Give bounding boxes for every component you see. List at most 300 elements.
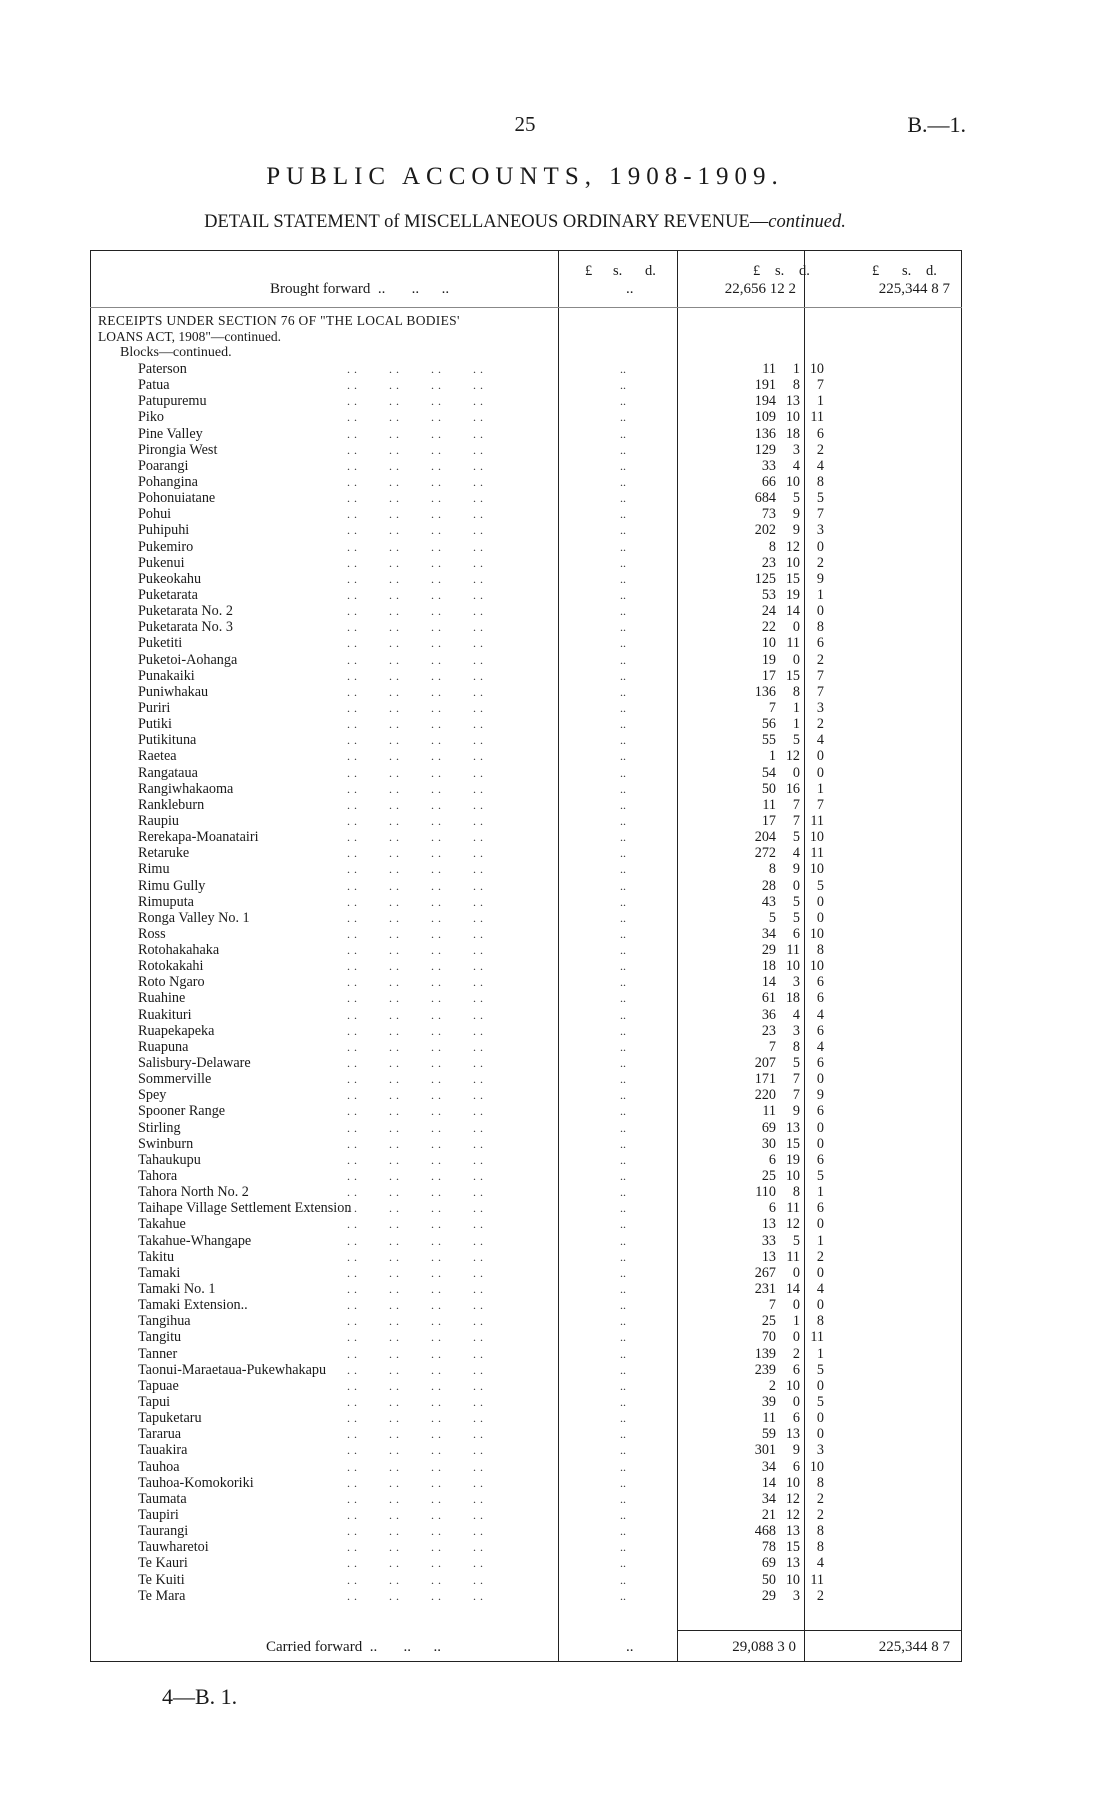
- row-leader-dots: ..: [620, 862, 626, 877]
- table-row: [90, 377, 962, 393]
- row-leader-dots: ..: [620, 458, 626, 473]
- row-leader-dots: ..: [620, 717, 626, 732]
- row-pence: 0: [816, 1410, 824, 1427]
- row-name: Tauakira: [138, 1442, 188, 1459]
- col2-pence: d.: [799, 263, 810, 279]
- row-name: Rerekapa-Moanatairi: [138, 829, 259, 846]
- row-pence: 1: [816, 1345, 824, 1362]
- row-shillings: 4: [792, 845, 800, 862]
- table-row: [90, 942, 962, 958]
- table-row: [90, 1313, 962, 1329]
- row-leader-dots: ..: [620, 943, 626, 958]
- table-row: [90, 1120, 962, 1136]
- row-leader-dots: ..: [620, 1556, 626, 1571]
- row-pence: 10: [809, 861, 824, 878]
- row-shillings: 13: [785, 393, 800, 410]
- row-leader-dots: ..: [620, 1411, 626, 1426]
- brought-forward-text: Brought forward: [270, 281, 371, 297]
- row-pounds: 13: [761, 1248, 776, 1265]
- row-name: Tahaukupu: [138, 1151, 201, 1168]
- row-leader-dots: ..: [620, 410, 626, 425]
- row-pence: 2: [816, 716, 824, 733]
- row-name: Taonui-Maraetaua-Pukewhakapu: [138, 1361, 327, 1378]
- row-leader-dots: ..: [620, 362, 626, 376]
- row-shillings: 15: [785, 570, 800, 587]
- row-name: Tararua: [138, 1426, 182, 1443]
- row-leader-dots: .. .. .. ..: [347, 1201, 487, 1216]
- row-name: Puketiti: [138, 635, 183, 652]
- row-leader-dots: ..: [620, 1378, 626, 1393]
- table-row: [90, 1459, 962, 1475]
- row-pence: 1: [816, 780, 824, 797]
- row-pence: 6: [816, 1200, 824, 1217]
- table-row: [90, 700, 962, 716]
- row-name: Tahora North No. 2: [138, 1184, 249, 1201]
- row-shillings: 0: [792, 877, 800, 894]
- row-name: Tamaki Extension..: [138, 1297, 248, 1314]
- row-leader-dots: ..: [620, 1233, 626, 1248]
- table-row: [90, 1071, 962, 1087]
- row-name: Taumata: [138, 1490, 187, 1507]
- row-pence: 2: [816, 1248, 824, 1265]
- row-name: Pohui: [138, 506, 172, 523]
- row-pence: 6: [816, 1022, 824, 1039]
- row-pounds: 25: [761, 1168, 776, 1185]
- row-name: Tauhoa: [138, 1458, 180, 1475]
- row-pounds: 7: [768, 1038, 776, 1055]
- row-pounds: 8: [768, 538, 776, 555]
- row-name: Ross: [138, 925, 166, 942]
- table-row: [90, 894, 962, 910]
- row-shillings: 5: [792, 490, 800, 507]
- table-row: [90, 716, 962, 732]
- table-row: [90, 926, 962, 942]
- row-shillings: 5: [792, 909, 800, 926]
- row-shillings: 0: [792, 1329, 800, 1346]
- row-leader-dots: .. .. .. ..: [347, 507, 487, 522]
- row-leader-dots: ..: [620, 620, 626, 635]
- table-row: [90, 587, 962, 603]
- row-pence: 2: [816, 1506, 824, 1523]
- row-shillings: 9: [792, 522, 800, 539]
- col3-pence: d.: [926, 263, 937, 279]
- row-leader-dots: .. .. .. ..: [347, 700, 487, 715]
- row-name: Punakaiki: [138, 667, 195, 684]
- row-pence: 11: [810, 409, 824, 426]
- table-row: [90, 1023, 962, 1039]
- row-leader-dots: .. .. .. ..: [347, 1282, 487, 1297]
- row-name: Tauwharetoi: [138, 1539, 209, 1556]
- row-name: Roto Ngaro: [138, 974, 205, 991]
- row-leader-dots: ..: [620, 846, 626, 861]
- row-leader-dots: ..: [620, 1120, 626, 1135]
- row-leader-dots: ..: [620, 1088, 626, 1103]
- row-leader-dots: .. .. .. ..: [347, 652, 487, 667]
- table-row: [90, 474, 962, 490]
- table-row: [90, 1426, 962, 1442]
- row-pence: 6: [816, 974, 824, 991]
- row-leader-dots: ..: [620, 442, 626, 457]
- row-name: Rotohakahaka: [138, 942, 220, 959]
- row-shillings: 0: [792, 764, 800, 781]
- table-row: [90, 652, 962, 668]
- row-name: Pirongia West: [138, 441, 218, 458]
- row-leader-dots: ..: [620, 571, 626, 586]
- row-name: Ronga Valley No. 1: [138, 909, 250, 926]
- row-leader-dots: .. .. .. ..: [347, 1217, 487, 1232]
- row-leader-dots: .. .. .. ..: [347, 362, 487, 376]
- row-leader-dots: ..: [620, 1056, 626, 1071]
- row-name: Te Kauri: [138, 1555, 188, 1572]
- row-leader-dots: .. .. .. ..: [347, 943, 487, 958]
- row-pounds: 14: [761, 974, 776, 991]
- row-pence: 11: [810, 1571, 824, 1588]
- section-heading-cont: LOANS ACT, 1908"—continued.: [98, 329, 282, 344]
- row-shillings: 12: [785, 1506, 800, 1523]
- row-pounds: 34: [761, 1490, 776, 1507]
- row-name: Pohonuiatane: [138, 490, 216, 507]
- table-row: [90, 1346, 962, 1362]
- row-leader-dots: .. .. .. ..: [347, 1507, 487, 1522]
- table-row: [90, 635, 962, 651]
- row-leader-dots: .. .. .. ..: [347, 1169, 487, 1184]
- row-pence: 11: [810, 812, 824, 829]
- row-leader-dots: .. .. .. ..: [347, 1265, 487, 1280]
- row-leader-dots: .. .. .. ..: [347, 1330, 487, 1345]
- row-name: Puriri: [138, 699, 171, 716]
- row-leader-dots: ..: [620, 1039, 626, 1054]
- row-shillings: 12: [785, 538, 800, 555]
- row-pence: 4: [816, 1038, 824, 1055]
- row-leader-dots: .. .. .. ..: [347, 975, 487, 990]
- row-pounds: 125: [754, 570, 776, 587]
- row-pence: 10: [809, 361, 824, 377]
- row-shillings: 0: [792, 1394, 800, 1410]
- row-pounds: 29: [761, 942, 776, 959]
- row-shillings: 7: [792, 1087, 800, 1104]
- row-pounds: 23: [761, 1022, 776, 1039]
- row-shillings: 8: [792, 683, 800, 700]
- row-pence: 5: [816, 490, 824, 507]
- row-leader-dots: .. .. .. ..: [347, 1572, 487, 1587]
- row-pounds: 136: [754, 425, 776, 442]
- row-pounds: 56: [761, 716, 776, 733]
- row-leader-dots: .. .. .. ..: [347, 378, 487, 393]
- row-leader-dots: .. .. .. ..: [347, 684, 487, 699]
- row-name: Puketoi-Aohanga: [138, 651, 238, 668]
- row-shillings: 15: [785, 1539, 800, 1556]
- row-pence: 0: [816, 909, 824, 926]
- table-row: [90, 1475, 962, 1491]
- row-pounds: 61: [761, 990, 776, 1007]
- row-shillings: 2: [792, 1345, 800, 1362]
- row-pence: 6: [816, 425, 824, 442]
- row-leader-dots: ..: [620, 1136, 626, 1151]
- row-pence: 7: [816, 667, 824, 684]
- row-pounds: 11: [762, 1103, 776, 1120]
- row-pounds: 55: [761, 732, 776, 749]
- row-pence: 8: [816, 1523, 824, 1540]
- row-shillings: 13: [785, 1426, 800, 1443]
- row-pence: 0: [816, 1216, 824, 1233]
- row-pence: 2: [816, 1490, 824, 1507]
- row-leader-dots: ..: [620, 1023, 626, 1038]
- row-pounds: 171: [754, 1071, 776, 1088]
- row-pence: 0: [816, 1135, 824, 1152]
- row-pence: 2: [816, 651, 824, 668]
- table-row: [90, 958, 962, 974]
- row-name: Puketarata: [138, 586, 198, 603]
- row-pounds: 23: [761, 554, 776, 571]
- row-leader-dots: ..: [620, 1507, 626, 1522]
- row-leader-dots: .. .. .. ..: [347, 733, 487, 748]
- row-name: Tahora: [138, 1168, 178, 1185]
- row-pounds: 7: [768, 699, 776, 716]
- row-pounds: 39: [761, 1394, 776, 1410]
- row-leader-dots: ..: [620, 1169, 626, 1184]
- row-leader-dots: .. .. .. ..: [347, 1104, 487, 1119]
- row-leader-dots: ..: [620, 426, 626, 441]
- row-leader-dots: .. .. .. ..: [347, 668, 487, 683]
- row-pence: 0: [816, 1119, 824, 1136]
- row-leader-dots: ..: [620, 684, 626, 699]
- row-pounds: 69: [761, 1119, 776, 1136]
- row-shillings: 1: [792, 361, 800, 377]
- row-leader-dots: ..: [620, 700, 626, 715]
- row-leader-dots: .. .. .. ..: [347, 846, 487, 861]
- row-name: Puniwhakau: [138, 683, 209, 700]
- row-leader-dots: .. .. .. ..: [347, 1152, 487, 1167]
- row-name: Pohangina: [138, 473, 198, 490]
- row-name: Ruapekapeka: [138, 1022, 215, 1039]
- row-leader-dots: ..: [620, 1572, 626, 1587]
- row-leader-dots: .. .. .. ..: [347, 991, 487, 1006]
- row-shillings: 15: [785, 1135, 800, 1152]
- row-leader-dots: ..: [620, 491, 626, 506]
- table-row: [90, 1297, 962, 1313]
- col3-pound: £: [872, 263, 880, 279]
- table-row: [90, 1265, 962, 1281]
- row-shillings: 19: [785, 586, 800, 603]
- row-leader-dots: ..: [620, 1217, 626, 1232]
- row-name: Pine Valley: [138, 425, 203, 442]
- table-row: [90, 668, 962, 684]
- row-pounds: 34: [761, 925, 776, 942]
- row-name: Stirling: [138, 1119, 181, 1136]
- row-leader-dots: ..: [620, 604, 626, 619]
- row-pounds: 301: [754, 1442, 776, 1459]
- row-leader-dots: ..: [620, 652, 626, 667]
- row-shillings: 3: [792, 974, 800, 991]
- row-pounds: 267: [754, 1264, 776, 1281]
- revenue-table: [90, 250, 962, 1662]
- row-leader-dots: .. .. .. ..: [347, 1427, 487, 1442]
- row-name: Taupiri: [138, 1506, 179, 1523]
- row-pounds: 73: [761, 506, 776, 523]
- row-pounds: 6: [768, 1200, 776, 1217]
- row-leader-dots: .. .. .. ..: [347, 571, 487, 586]
- row-name: Taurangi: [138, 1523, 189, 1540]
- row-leader-dots: ..: [620, 1185, 626, 1200]
- table-row: [90, 829, 962, 845]
- row-name: Raupiu: [138, 812, 179, 829]
- row-name: Taihape Village Settlement Extension: [138, 1200, 352, 1217]
- row-shillings: 5: [792, 829, 800, 846]
- row-shillings: 13: [785, 1119, 800, 1136]
- row-pounds: 136: [754, 683, 776, 700]
- row-shillings: 19: [785, 1151, 800, 1168]
- table-row: [90, 684, 962, 700]
- row-name: Takitu: [138, 1248, 175, 1265]
- row-pence: 6: [816, 990, 824, 1007]
- row-name: Puketarata No. 3: [138, 619, 233, 636]
- page-title: PUBLIC ACCOUNTS, 1908-1909.: [266, 163, 784, 190]
- row-pounds: 129: [754, 441, 776, 458]
- row-leader-dots: ..: [620, 1540, 626, 1555]
- row-pounds: 43: [761, 893, 776, 910]
- row-pence: 7: [816, 796, 824, 813]
- row-name: Patupuremu: [138, 393, 207, 410]
- row-leader-dots: ..: [620, 1443, 626, 1458]
- row-pounds: 19: [761, 651, 776, 668]
- row-pence: 1: [816, 1184, 824, 1201]
- col3-shillings: s.: [902, 263, 912, 279]
- table-row: [90, 1329, 962, 1345]
- row-leader-dots: ..: [620, 1104, 626, 1119]
- page-number: 25: [514, 112, 536, 136]
- col1-pound: £: [585, 263, 593, 279]
- row-shillings: 11: [786, 1248, 800, 1265]
- row-leader-dots: .. .. .. ..: [347, 587, 487, 602]
- row-shillings: 0: [792, 1264, 800, 1281]
- row-name: Puketarata No. 2: [138, 603, 233, 620]
- row-pounds: 1: [768, 748, 776, 765]
- row-leader-dots: .. .. .. ..: [347, 1314, 487, 1329]
- row-pounds: 25: [761, 1313, 776, 1330]
- table-row: [90, 1442, 962, 1458]
- row-name: Retaruke: [138, 845, 190, 862]
- row-name: Pukemiro: [138, 538, 194, 555]
- row-pence: 5: [816, 877, 824, 894]
- row-leader-dots: .. .. .. ..: [347, 926, 487, 941]
- row-leader-dots: ..: [620, 1346, 626, 1361]
- row-leader-dots: .. .. .. ..: [347, 491, 487, 506]
- row-name: Rankleburn: [138, 796, 205, 813]
- row-shillings: 11: [786, 942, 800, 959]
- row-shillings: 3: [792, 1587, 800, 1604]
- row-leader-dots: .. .. .. ..: [347, 765, 487, 780]
- row-pence: 0: [816, 603, 824, 620]
- row-pence: 11: [810, 1329, 824, 1346]
- row-pence: 0: [816, 1297, 824, 1314]
- table-row: [90, 1378, 962, 1394]
- row-shillings: 18: [785, 425, 800, 442]
- row-leader-dots: .. .. .. ..: [347, 410, 487, 425]
- row-shillings: 9: [792, 861, 800, 878]
- brought-forward-col2: 22,656 12 2: [724, 281, 796, 297]
- row-pounds: 59: [761, 1426, 776, 1443]
- row-pounds: 6: [768, 1151, 776, 1168]
- table-row: [90, 813, 962, 829]
- row-name: Tangihua: [138, 1313, 191, 1330]
- carried-forward-col2: 29,088 3 0: [732, 1639, 796, 1655]
- row-leader-dots: .. .. .. ..: [347, 781, 487, 796]
- row-leader-dots: ..: [620, 1362, 626, 1377]
- row-name: Paterson: [138, 361, 187, 377]
- row-pence: 4: [816, 732, 824, 749]
- row-name: Tapuketaru: [138, 1410, 202, 1427]
- row-leader-dots: ..: [620, 959, 626, 974]
- row-pence: 10: [809, 829, 824, 846]
- row-shillings: 10: [785, 1168, 800, 1185]
- row-leader-dots: ..: [620, 749, 626, 764]
- row-name: Poarangi: [138, 457, 189, 474]
- row-pounds: 220: [754, 1087, 776, 1104]
- row-leader-dots: ..: [620, 1072, 626, 1087]
- header-divider: [90, 307, 962, 308]
- row-leader-dots: .. .. .. ..: [347, 1362, 487, 1377]
- row-shillings: 0: [792, 651, 800, 668]
- row-pence: 8: [816, 1539, 824, 1556]
- row-pence: 2: [816, 1587, 824, 1604]
- row-pounds: 11: [762, 361, 776, 377]
- table-rows: [90, 361, 962, 1604]
- row-pence: 8: [816, 1313, 824, 1330]
- row-name: Te Mara: [138, 1587, 186, 1604]
- row-shillings: 14: [785, 1281, 800, 1298]
- row-pence: 6: [816, 1151, 824, 1168]
- row-pence: 0: [816, 748, 824, 765]
- row-pounds: 36: [761, 1006, 776, 1023]
- table-row: [90, 458, 962, 474]
- row-leader-dots: ..: [620, 1249, 626, 1264]
- row-pounds: 7: [768, 1297, 776, 1314]
- row-shillings: 12: [785, 1490, 800, 1507]
- row-pounds: 8: [768, 861, 776, 878]
- row-name: Ruakituri: [138, 1006, 192, 1023]
- row-pence: 6: [816, 1103, 824, 1120]
- table-row: [90, 732, 962, 748]
- table-row: [90, 1087, 962, 1103]
- row-leader-dots: ..: [620, 765, 626, 780]
- row-name: Ruahine: [138, 990, 186, 1007]
- row-name: Rimu Gully: [138, 877, 206, 894]
- row-name: Pukenui: [138, 554, 185, 571]
- row-pounds: 24: [761, 603, 776, 620]
- row-shillings: 10: [785, 554, 800, 571]
- row-leader-dots: ..: [620, 1588, 626, 1603]
- row-pence: 10: [809, 1458, 824, 1475]
- col1-shillings: s.: [613, 263, 623, 279]
- row-pence: 7: [816, 377, 824, 394]
- row-leader-dots: .. .. .. ..: [347, 878, 487, 893]
- row-shillings: 6: [792, 1458, 800, 1475]
- row-pounds: 194: [754, 393, 776, 410]
- table-row: [90, 1539, 962, 1555]
- row-pounds: 11: [762, 1410, 776, 1427]
- row-leader-dots: ..: [620, 1007, 626, 1022]
- row-pounds: 2: [768, 1377, 776, 1394]
- row-pounds: 53: [761, 586, 776, 603]
- row-pence: 4: [816, 1281, 824, 1298]
- row-leader-dots: ..: [620, 781, 626, 796]
- table-row: [90, 1007, 962, 1023]
- row-pounds: 191: [754, 377, 776, 394]
- row-leader-dots: .. .. .. ..: [347, 1023, 487, 1038]
- row-pence: 1: [816, 1232, 824, 1249]
- row-leader-dots: ..: [620, 1427, 626, 1442]
- row-leader-dots: .. .. .. ..: [347, 474, 487, 489]
